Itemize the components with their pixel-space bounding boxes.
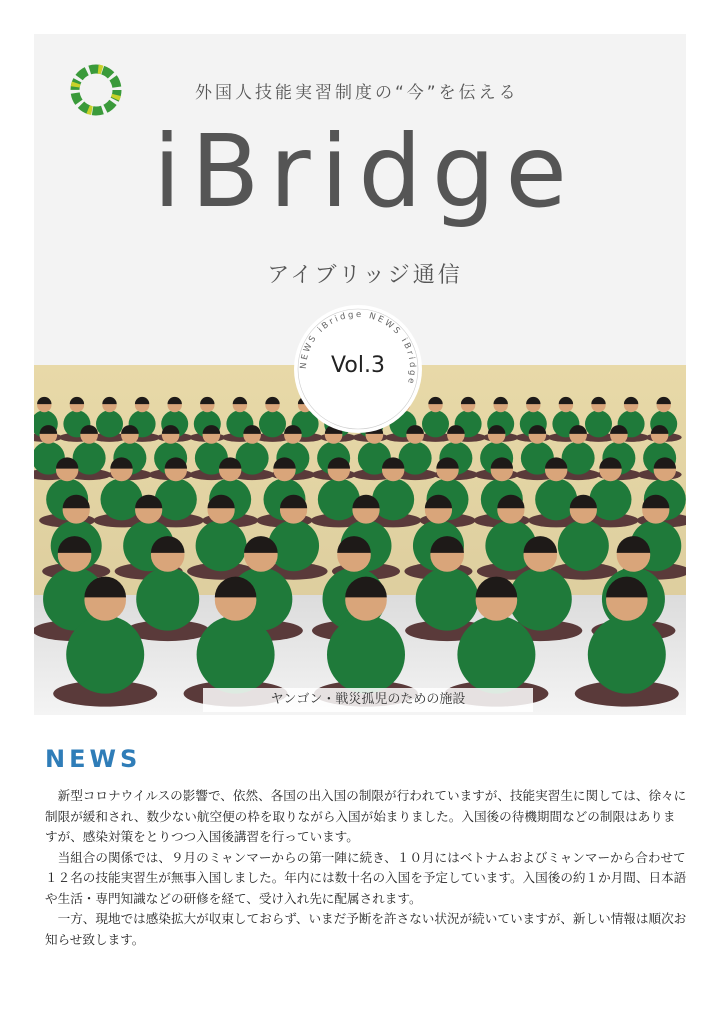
- news-heading: NEWS: [45, 745, 142, 773]
- photo-caption: ヤンゴン・戦災孤児のための施設: [203, 688, 533, 712]
- tagline: 外国人技能実習制度の“今”を伝える: [195, 83, 519, 103]
- publication-subtitle: アイブリッジ通信: [267, 263, 463, 288]
- publication-title: iBridge: [153, 113, 577, 230]
- volume-badge: [294, 305, 422, 433]
- news-paragraph: 当組合の関係では、９月のミャンマーからの第一陣に続き、１０月にはベトナムおよびミャンマーから合わせて１２名の技能実習生が無事入国しました。年内には数十名の入国を予定しています。入国後の約１か月間、日本語や生活・専門知識などの研修を経て、受け入れ先に配属されます。: [45, 849, 687, 906]
- news-paragraph: 一方、現地では感染拡大が収束しておらず、いまだ予断を許さない状況が続いていますが、新しい情報は順次お知らせ致します。: [45, 911, 687, 947]
- volume-number: Vol.3: [331, 353, 385, 378]
- news-body: [45, 786, 687, 950]
- badge-ring-text: NEWS iBridge NEWS iBridge: [298, 309, 418, 387]
- ring-logo-icon: [66, 60, 126, 120]
- news-paragraph: 新型コロナウイルスの影響で、依然、各国の出入国の制限が行われていますが、技能実習生に関しては、徐々に制限が緩和され、数少ない航空便の枠を取りながら入国が始まりました。入国後の待機期間などの制限はありますが、感染対策をとりつつ入国後講習を行っています。: [45, 788, 687, 844]
